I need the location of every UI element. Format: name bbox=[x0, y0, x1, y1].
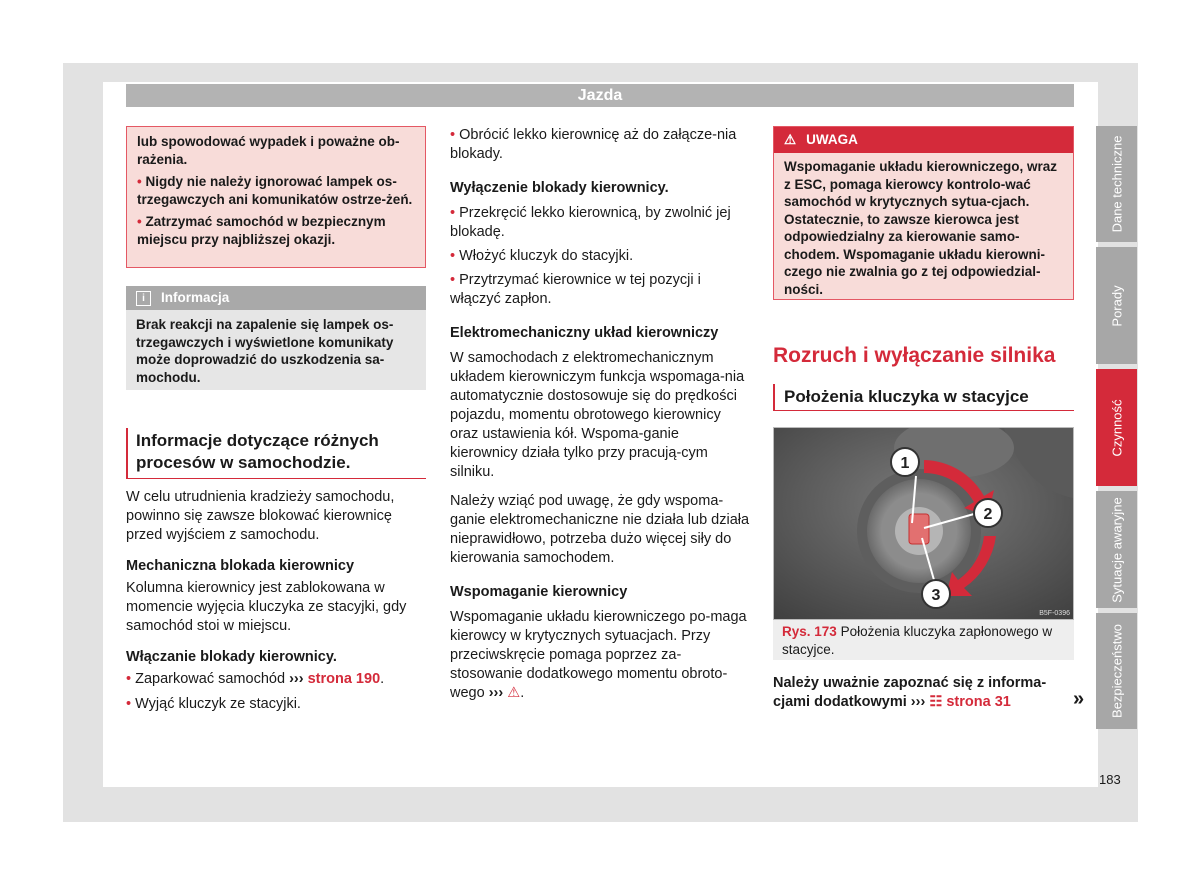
warning-bullet: • Nigdy nie należy ignorować lampek os-trzegawczych ani komunikatów ostrze-żeń. bbox=[137, 174, 413, 207]
bullet-icon: • bbox=[137, 174, 142, 189]
paragraph-electromechanical: W samochodach z elektromechanicznym układem kierowniczym funkcja wspomaga-nia automatycznie dostosowuje się do prędkości pojazdu, momentu obrotowego kierownicy oraz ustawienia kół. Wspoma-ganie kierownicy działa tylko przy pracują-cym silniku. bbox=[450, 350, 745, 480]
subsection-title: Położenia kluczyka w stacyjce bbox=[773, 384, 1074, 411]
caption-text: Położenia kluczyka zapłonowego w stacyjce. bbox=[782, 624, 1053, 657]
tab-operation[interactable]: Czynność bbox=[1096, 369, 1137, 486]
main-section-title: Rozruch i wyłączanie silnika bbox=[773, 344, 1056, 367]
subheading-power-steering: Wspomaganie kierownicy bbox=[450, 584, 628, 600]
chapter-header: Jazda bbox=[126, 84, 1074, 107]
info-header bbox=[126, 286, 426, 310]
warning-triangle-icon[interactable]: ⚠ bbox=[507, 685, 521, 701]
next-page-icon[interactable]: » bbox=[1073, 688, 1085, 710]
subheading-mechanical-lock: Mechaniczna blokada kierownicy bbox=[126, 558, 355, 574]
bullet-icon: • bbox=[126, 696, 132, 712]
svg-text:2: 2 bbox=[983, 506, 993, 523]
warning-header bbox=[774, 127, 1073, 153]
additional-info-note: Należy uważnie zapoznać się z informa-cjami dodatkowymi ››› ☷ strona 31 bbox=[773, 675, 1047, 710]
bullet-icon: • bbox=[450, 248, 456, 264]
position-3-label bbox=[922, 580, 950, 608]
warning-bullet: • Zatrzymać samochód w bezpiecznym miejscu przy najbliższej okazji. bbox=[137, 214, 386, 247]
tab-tips[interactable]: Porady bbox=[1096, 247, 1137, 364]
figure-caption bbox=[773, 620, 1074, 660]
figure-code: B5F-0396 bbox=[1039, 610, 1070, 617]
bullet-icon: • bbox=[126, 671, 132, 687]
intro-paragraph: W celu utrudnienia kradzieży samochodu, powinno się zawsze blokować kierownicę przed wyjściem z samochodu. bbox=[126, 489, 395, 543]
bullet-icon: • bbox=[450, 127, 456, 143]
column-1-body bbox=[126, 488, 426, 714]
page-number: 183 bbox=[1099, 772, 1121, 787]
ignition-figure bbox=[773, 427, 1074, 620]
warning-triangle-icon: ⚠ bbox=[784, 132, 797, 147]
list-item: • Przekręcić lekko kierownicą, by zwolnić jej blokadę. bbox=[450, 205, 731, 240]
tab-emergencies[interactable]: Sytuacje awaryjne bbox=[1096, 491, 1137, 608]
svg-text:1: 1 bbox=[900, 455, 910, 472]
warning-text: lub spowodować wypadek i poważne ob-rażenia. bbox=[137, 134, 400, 167]
section-heading: Informacje dotyczące różnych procesów w samochodzie. bbox=[126, 428, 426, 479]
list-item: • Zaparkować samochód ››› strona 190. bbox=[126, 671, 385, 687]
page-link[interactable]: strona 31 bbox=[946, 694, 1011, 710]
tab-technical-data[interactable]: Dane techniczne bbox=[1096, 126, 1137, 242]
warning-box bbox=[773, 126, 1074, 300]
warning-title: UWAGA bbox=[806, 132, 858, 147]
column-2-body bbox=[450, 126, 750, 703]
subheading-unlock: Wyłączenie blokady kierownicy. bbox=[450, 180, 669, 196]
bullet-icon: • bbox=[450, 272, 456, 288]
paragraph-mechanical-lock: Kolumna kierownicy jest zablokowana w momencie wyjęcia kluczyka ze stacyjki, gdy samochód stoi w miejscu. bbox=[126, 580, 407, 634]
subheading-electromechanical: Elektromechaniczny układ kierowniczy bbox=[450, 325, 719, 341]
info-icon: i bbox=[136, 291, 151, 306]
tab-safety[interactable]: Bezpieczeństwo bbox=[1096, 613, 1137, 729]
position-2-label bbox=[974, 499, 1002, 527]
list-item: • Wyjąć kluczyk ze stacyjki. bbox=[126, 696, 301, 712]
svg-text:3: 3 bbox=[931, 587, 941, 604]
info-title: Informacja bbox=[161, 290, 230, 305]
warning-body: Wspomaganie układu kierowniczego, wraz z ESC, pomaga kierowcy kontrolo-wać samochód w krytycznych sytua-cjach. Ostatecznie, to zawsze kierowca jest odpowiedzialny za kierowanie samo-chodem. Wspomaganie układu kierowni-czego nie zwalnia go z tej odpowiedzial-ności. bbox=[784, 159, 1058, 297]
ignition-illustration bbox=[774, 428, 1073, 619]
list-item: • Włożyć kluczyk do stacyjki. bbox=[450, 248, 634, 264]
warning-box-continued bbox=[126, 126, 426, 268]
info-box bbox=[126, 286, 426, 390]
list-item: • Przytrzymać kierownice w tej pozycji i włączyć zapłon. bbox=[450, 272, 701, 307]
subheading-lock-on: Włączanie blokady kierownicy. bbox=[126, 649, 337, 665]
paragraph-note: Należy wziąć pod uwagę, że gdy wspoma-ganie elektromechaniczne nie działa lub działa nieprawidłowo, potrzeba dużo więcej siły do kierowania samochodem. bbox=[450, 493, 750, 566]
book-icon: ☷ bbox=[929, 694, 943, 710]
list-item: • Obrócić lekko kierownicę aż do załącze-nia blokady. bbox=[450, 127, 737, 162]
bullet-icon: • bbox=[450, 205, 456, 221]
page-link[interactable]: strona 190 bbox=[307, 671, 381, 687]
paragraph-power-steering: Wspomaganie układu kierowniczego po-maga kierowcy w krytycznych sytuacjach. Przy przeciwskręcie pomaga poprzez za-stosowanie dodatkowego momentu obroto-wego ››› ⚠. bbox=[450, 609, 747, 701]
info-body: Brak reakcji na zapalenie się lampek os-trzegawczych i wyświetlone komunikaty może doprowadzić do uszkodzenia sa-mochodu. bbox=[136, 317, 394, 385]
figure-number: Rys. 173 bbox=[782, 624, 837, 639]
position-1-label bbox=[891, 448, 919, 476]
bullet-icon: • bbox=[137, 214, 142, 229]
